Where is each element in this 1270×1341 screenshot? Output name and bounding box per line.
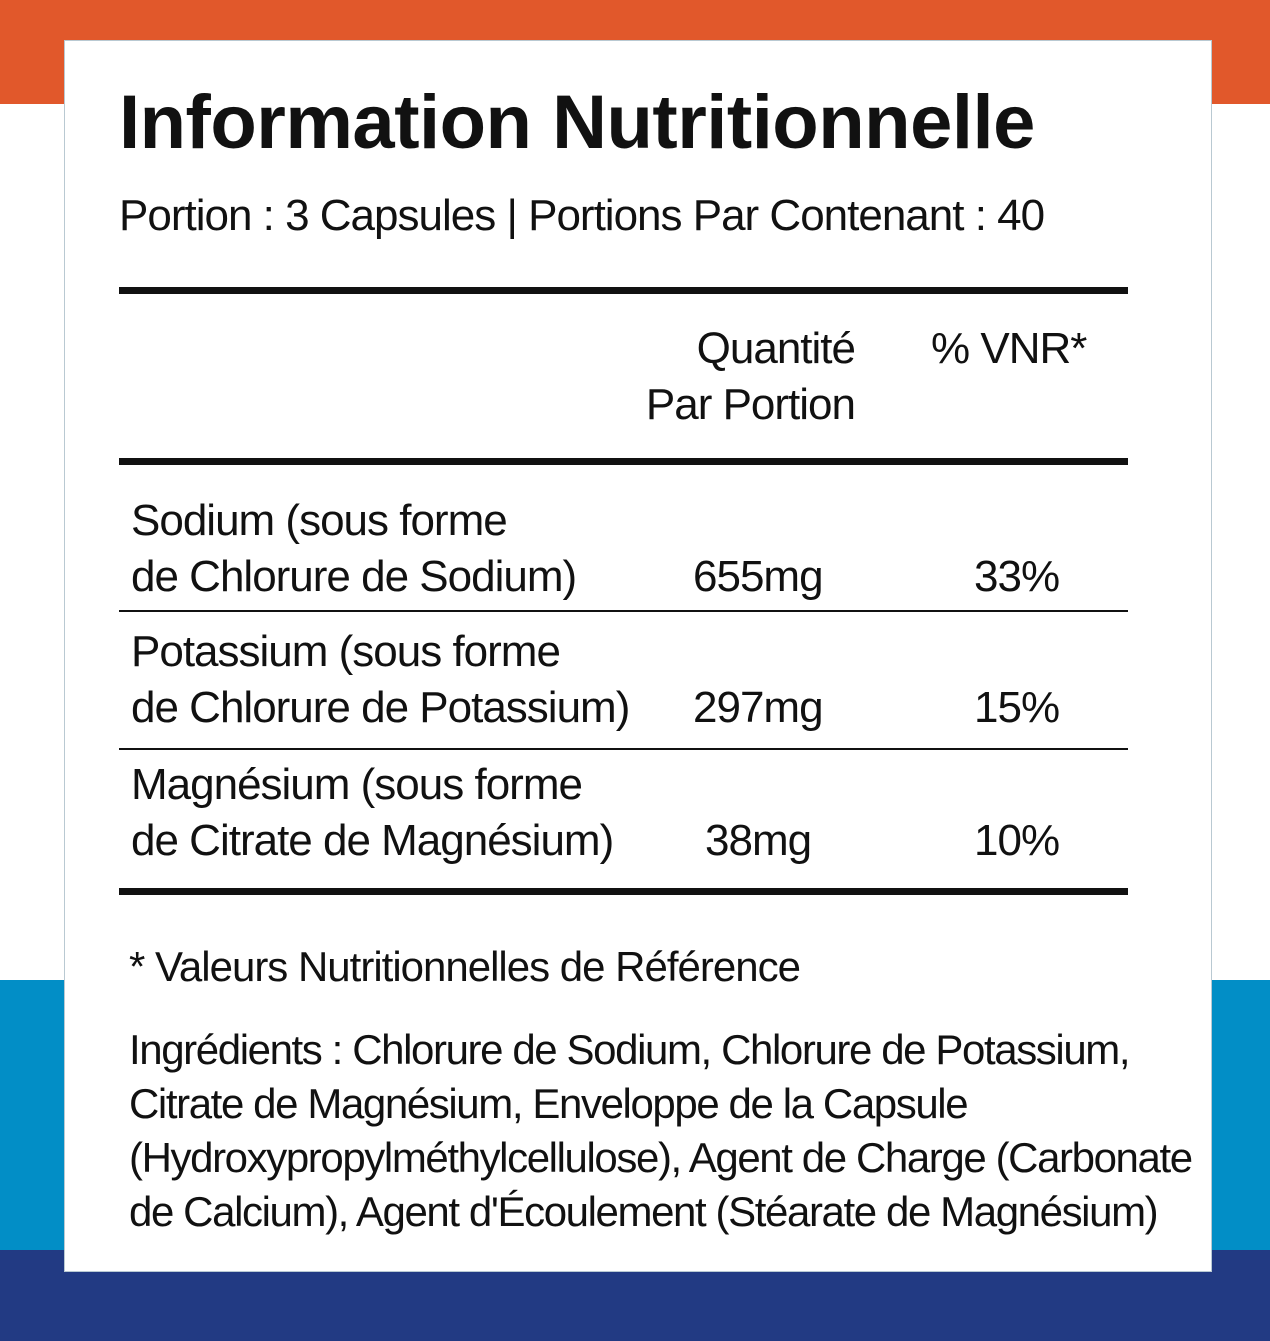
nutrient-row-sodium [119, 493, 1128, 613]
nutrient-name-line2: de Citrate de Magnésium) [131, 816, 614, 865]
ingredients-text: Ingrédients : Chlorure de Sodium, Chlorure de Potassium, Citrate de Magnésium, Enveloppe de la Capsule (Hydroxypropylméthylcellulose), Agent de Charge (Carbonate de Calcium), Agent d'Écoulement (Stéarate de Magnésium) [129, 1026, 1192, 1235]
nutrient-name-line1: Potassium (sous forme [131, 627, 560, 676]
header-bottom-rule [119, 458, 1128, 465]
table-bottom-rule [119, 888, 1128, 895]
nutrient-quantity: 655mg [693, 552, 823, 601]
row-divider [119, 748, 1128, 750]
nutrient-vnr: 33% [974, 552, 1060, 601]
nutrient-vnr: 10% [974, 816, 1060, 865]
nutrient-vnr: 15% [974, 683, 1060, 732]
nutrient-quantity: 38mg [705, 816, 812, 865]
quantity-header-line2: Par Portion [645, 380, 855, 429]
quantity-column-header [631, 321, 855, 433]
serving-info: Portion : 3 Capsules | Portions Par Contenant : 40 [119, 191, 1045, 240]
nutrient-name-line2: de Chlorure de Sodium) [131, 552, 577, 601]
nutrient-name-line1: Sodium (sous forme [131, 496, 507, 545]
nutrient-name [131, 624, 629, 736]
row-divider [119, 610, 1128, 612]
nutrient-name-line1: Magnésium (sous forme [131, 760, 582, 809]
header-top-rule [119, 287, 1128, 294]
nutrient-row-potassium [119, 624, 1128, 744]
nutrient-name-line2: de Chlorure de Potassium) [131, 683, 630, 732]
vnr-footnote: * Valeurs Nutritionnelles de Référence [129, 943, 800, 990]
nutrient-row-magnesium [119, 757, 1128, 877]
quantity-header-line1: Quantité [696, 324, 855, 373]
nutrient-quantity: 297mg [693, 683, 823, 732]
nutrient-name [131, 757, 613, 869]
vnr-column-header: % VNR* [931, 324, 1087, 373]
label-title: Information Nutritionnelle [119, 80, 1035, 165]
nutrition-label [64, 40, 1212, 1272]
nutrient-name [131, 493, 576, 605]
